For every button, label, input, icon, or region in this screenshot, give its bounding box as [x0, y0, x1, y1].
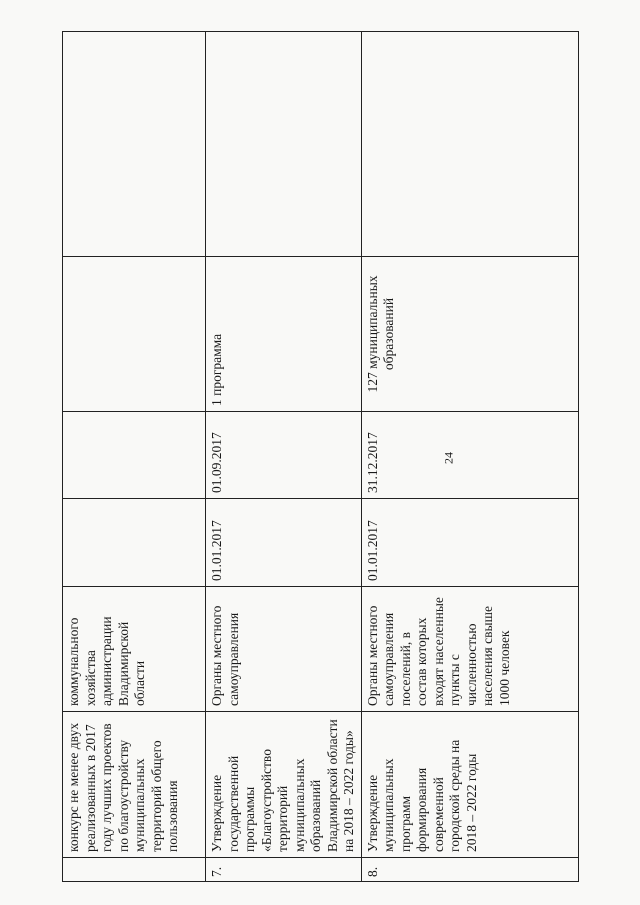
row-number-cell	[63, 858, 206, 882]
table-row	[361, 32, 578, 882]
start-date-cell: 01.01.2017	[206, 499, 362, 587]
document-table	[62, 31, 579, 882]
document-table-container	[62, 32, 575, 882]
activity-name-cell: Утверждение муниципальных программ формирования современной городской среды на 2018 – 2022 годы	[361, 712, 578, 858]
result-cell: 1 программа	[206, 257, 362, 412]
result-cell: 127 муниципальных образований	[361, 257, 578, 412]
executor-cell: коммунального хозяйства администрации Владимирской области	[63, 587, 206, 712]
extra-cell	[361, 32, 578, 257]
end-date-cell: 31.12.2017	[361, 412, 578, 499]
start-date-cell	[63, 499, 206, 587]
row-number-cell: 8.	[361, 858, 578, 882]
activity-name-cell: конкурс не менее двух реализованных в 2017 году лучших проектов по благоустройству муниципальных территорий общего пользования	[63, 712, 206, 858]
page-number: 24	[441, 452, 456, 464]
end-date-cell: 01.09.2017	[206, 412, 362, 499]
row-number-cell: 7.	[206, 858, 362, 882]
table-row	[63, 32, 206, 882]
start-date-cell: 01.01.2017	[361, 499, 578, 587]
end-date-cell	[63, 412, 206, 499]
extra-cell	[206, 32, 362, 257]
table-row	[206, 32, 362, 882]
result-cell	[63, 257, 206, 412]
executor-cell: Органы местного самоуправления поселений, в состав которых входят населенные пункты с численностью населения свыше 1000 человек	[361, 587, 578, 712]
activity-name-cell: Утверждение государственной программы «Благоустройство территорий муниципальных образований Владимирской области на 2018 – 2022 годы»	[206, 712, 362, 858]
executor-cell: Органы местного самоуправления	[206, 587, 362, 712]
extra-cell	[63, 32, 206, 257]
